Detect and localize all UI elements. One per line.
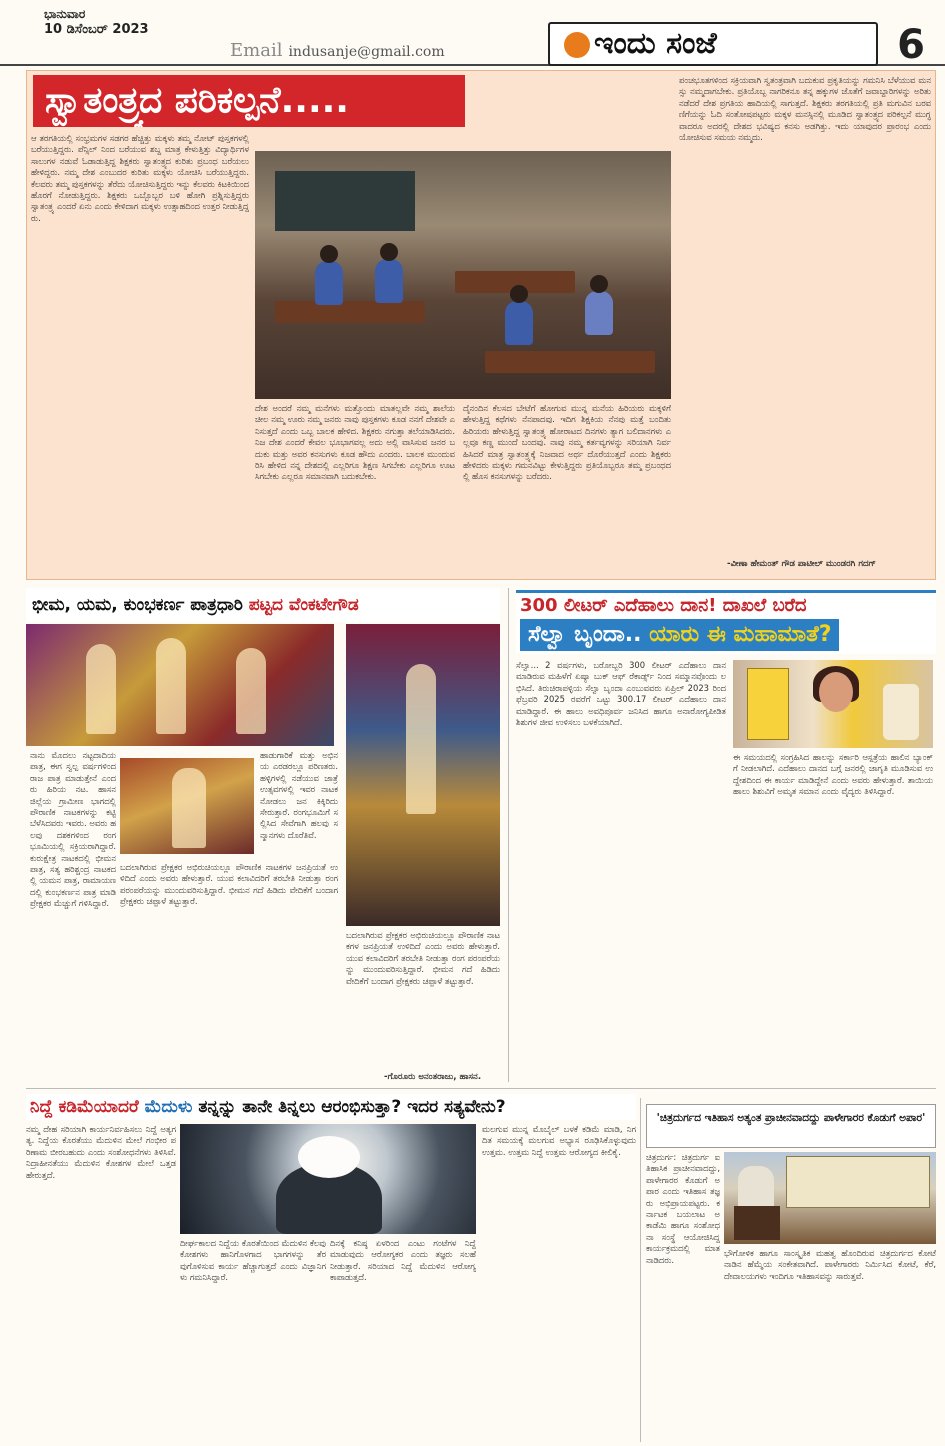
desk xyxy=(485,351,655,373)
student xyxy=(505,301,533,345)
story-column-2: ದೇಶ ಅಂದರೆ ನಮ್ಮ ಮನೆಗಳು ಮತ್ತೊಂದು ಮಾತಲ್ಲವೇ ನಮ್ಮ ಶಾಲೆಯ ಚೀಲ ನಮ್ಮ ಊರು ನಮ್ಮ ಜನರು ನಾವು ಪುಸ್ತಕಗಳು ಕೂಡ ನನಗೆ ದೇಶವೇ ಎನಿಸುತ್ತದೆ ಎಂದು ಒಬ್ಬ ಬಾಲಕ ಹೇಳಿದ. ಶಿಕ್ಷಕರು ನಗುತ್ತಾ ತಲೆಯಾಡಿಸಿದರು. ನಿಜ ದೇಶ ಎಂದರೆ ಕೇವಲ ಭೂಭಾಗವಲ್ಲ ಅದು ಅಲ್ಲಿ ವಾಸಿಸುವ ಜನರ ಬದುಕು ಮತ್ತು ಅವರ ಕನಸುಗಳು ಕೂಡ ಹೌದು ಎಂದರು. ಬಾಲಕ ಮುಂದುವರಿಸಿ ಹೇಳಿದ ನನ್ನ ದೇಶದಲ್ಲಿ ಎಲ್ಲರಿಗೂ ಶಿಕ್ಷಣ ಸಿಗಬೇಕು ಎಲ್ಲರಿಗೂ ಊಟ ಸಿಗಬೇಕು ಎಲ್ಲರೂ ಸಮಾನವಾಗಿ ಬದುಕಬೇಕು. xyxy=(255,403,455,482)
page-number: 6 xyxy=(897,22,925,68)
story-column-2: ಹಾಡುಗಾರಿಕೆ ಮತ್ತು ಅಭಿನಯ ಎರಡರಲ್ಲೂ ಪರಿಣತರು. ಹಳ್ಳಿಗಳಲ್ಲಿ ನಡೆಯುವ ಜಾತ್ರೆ ಉತ್ಸವಗಳಲ್ಲಿ ಇವರ ನಾಟಕ ನೋಡಲು ಜನ ಕಿಕ್ಕಿರಿದು ಸೇರುತ್ತಾರೆ. ರಂಗಭೂಮಿಗೆ ಸಲ್ಲಿಸಿದ ಸೇವೆಗಾಗಿ ಹಲವು ಸನ್ಮಾನಗಳು ದೊರೆತಿವೆ. xyxy=(260,750,338,840)
brain-illustration xyxy=(180,1124,476,1234)
podium xyxy=(734,1206,780,1240)
blackboard xyxy=(275,171,415,231)
donor-photo xyxy=(733,660,933,748)
story-column-1: ಚಿತ್ರದುರ್ಗ: ಚಿತ್ರದುರ್ಗ ಐತಿಹಾಸಿಕ ಪ್ರಾಚೀನವಾದದ್ದು, ಪಾಳೇಗಾರರ ಕೊಡುಗೆ ಅಪಾರ ಎಂದು ಇತಿಹಾಸ ತಜ್ಞರು ಅಭಿಪ್ರಾಯಪಟ್ಟರು. ಕರ್ನಾಟಕ ಬಯಲಾಟ ಅಕಾಡೆಮಿ ಹಾಗೂ ಸಂಶೋಧನಾ ಸಂಸ್ಥೆ ಆಯೋಜಿಸಿದ್ದ ಕಾರ್ಯಕ್ರಮದಲ್ಲಿ ಮಾತನಾಡಿದರು. xyxy=(646,1152,720,1265)
student xyxy=(585,291,613,335)
story-headline xyxy=(26,1094,636,1120)
weekday: ಭಾನುವಾರ xyxy=(44,7,86,21)
story-column-2: ದೀರ್ಘಕಾಲದ ನಿದ್ದೆಯ ಕೊರತೆಯಿಂದ ಮೆದುಳಿನ ಕೆಲವು ಕೋಶಗಳು ಹಾನಿಗೊಳಗಾದ ಭಾಗಗಳನ್ನು ತೆರವುಗೊಳಿಸುವ ಕಾರ್ಯ ಹೆಚ್ಚಾಗುತ್ತದೆ ಎಂದು ವಿಜ್ಞಾನಿಗಳು ಗಮನಿಸಿದ್ದಾರೆ. xyxy=(180,1238,326,1283)
story-column-3: ದೈನಂದಿನ ಕೆಲಸದ ಬೇಟೆಗೆ ಹೋಗುವ ಮುನ್ನ ಮನೆಯ ಹಿರಿಯರು ಮಕ್ಕಳಿಗೆ ಹೇಳುತ್ತಿದ್ದ ಕಥೆಗಳು ನೆನಪಾದವು. ಇದಿಗ ಶಿಕ್ಷಕಿಯ ನೆನಪು ಮತ್ತೆ ಬಂದಿತು ಹಿರಿಯರು ಹೇಳುತ್ತಿದ್ದ ಸ್ವಾತಂತ್ರ್ಯ ಹೋರಾಟದ ದಿನಗಳು ತ್ಯಾಗ ಬಲಿದಾನಗಳು ಎಲ್ಲವೂ ಕಣ್ಣ ಮುಂದೆ ಬಂದವು. ನಾವು ನಮ್ಮ ಕರ್ತವ್ಯಗಳನ್ನು ಸರಿಯಾಗಿ ನಿರ್ವಹಿಸಿದರೆ ಮಾತ್ರ ಸ್ವಾತಂತ್ರ್ಯಕ್ಕೆ ನಿಜವಾದ ಅರ್ಥ ದೊರೆಯುತ್ತದೆ ಎಂದು ಶಿಕ್ಷಕರು ಹೇಳಿದರು ಮಕ್ಕಳು ಗಮನವಿಟ್ಟು ಕೇಳುತ್ತಿದ್ದರು ಪ್ರತಿಯೊಬ್ಬರೂ ತಮ್ಮ ಪ್ರಬಂಧದಲ್ಲಿ ಹೊಸ ಕನಸುಗಳನ್ನು ಬರೆದರು. xyxy=(463,403,671,482)
story-column-4: ಮಲಗುವ ಮುನ್ನ ಮೊಬೈಲ್ ಬಳಕೆ ಕಡಿಮೆ ಮಾಡಿ, ನಿಗದಿತ ಸಮಯಕ್ಕೆ ಮಲಗುವ ಅಭ್ಯಾಸ ರೂಢಿಸಿಕೊಳ್ಳುವುದು ಉತ್ತಮ. ಉತ್ತಮ ನಿದ್ದೆ ಉತ್ತಮ ಆರೋಗ್ಯದ ಕೀಲಿಕೈ. xyxy=(482,1124,636,1157)
student xyxy=(315,261,343,305)
student-head xyxy=(380,243,398,261)
headline-highlight: ಪಟ್ಟದ ವೆಂಕಟೇಗೌಡ xyxy=(248,595,359,615)
actor-figure xyxy=(406,664,436,814)
costume-photo xyxy=(120,758,254,854)
headline-part: ತನ್ನನ್ನು ತಾನೇ ತಿನ್ನಲು ಆರಂಭಿಸುತ್ತಾ? ಇದರ ಸತ್ಯವೇನು? xyxy=(198,1097,506,1117)
headline-part: ನಿದ್ದೆ ಕಡಿಮೆಯಾದರೆ xyxy=(30,1097,145,1117)
actor-figure xyxy=(156,638,186,734)
story-byline: -ಗೊರೂರು ಅನಂತರಾಜು, ಹಾಸನ. xyxy=(384,1072,482,1082)
story-title: ಸ್ವಾತಂತ್ರ್ಯದ ಪರಿಕಲ್ಪನೆ..... xyxy=(33,75,465,127)
story-column-3: ಬದಲಾಗಿರುವ ಪ್ರೇಕ್ಷಕರ ಅಭಿರುಚಿಯಲ್ಲೂ ಪೌರಾಣಿಕ ನಾಟಕಗಳ ಜನಪ್ರಿಯತೆ ಉಳಿದಿದೆ ಎಂದು ಅವರು ಹೇಳುತ್ತಾರೆ. ಯುವ ಕಲಾವಿದರಿಗೆ ತರಬೇತಿ ನೀಡುತ್ತಾ ರಂಗ ಪರಂಪರೆಯನ್ನು ಮುಂದುವರಿಸುತ್ತಿದ್ದಾರೆ. ಭೀಮನ ಗದೆ ಹಿಡಿದು ವೇದಿಕೆಗೆ ಬಂದಾಗ ಪ್ರೇಕ್ಷಕರು ಚಪ್ಪಾಳೆ ತಟ್ಟುತ್ತಾರೆ. xyxy=(120,862,338,907)
email-line xyxy=(230,40,445,61)
stage-photo xyxy=(26,624,334,746)
actor-figure xyxy=(236,648,266,734)
record-book xyxy=(747,668,789,740)
story-column-2: ಈ ಸಮಯದಲ್ಲಿ ಸಂಗ್ರಹಿಸಿದ ಹಾಲನ್ನು ಸರ್ಕಾರಿ ಆಸ್ಪತ್ರೆಯ ಹಾಲಿನ ಬ್ಯಾಂಕ್ ಗೆ ನೀಡಲಾಗಿದೆ. ಎದೆಹಾಲು ದಾನದ ಬಗ್ಗೆ ಜನರಲ್ಲಿ ಜಾಗೃತಿ ಮೂಡಿಸುವ ಉದ್ದೇಶದಿಂದ ಈ ಕಾರ್ಯ ಮಾಡಿದ್ದೇನೆ ಎಂದು ಅವರು ಹೇಳುತ್ತಾರೆ. ತಾಯಿಯ ಹಾಲು ಶಿಶುವಿಗೆ ಅಮೃತ ಸಮಾನ ಎಂದು ವೈದ್ಯರು ತಿಳಿಸಿದ್ದಾರೆ. xyxy=(733,752,933,797)
story-column-3: ದಿನಕ್ಕೆ ಕನಿಷ್ಠ ಏಳರಿಂದ ಎಂಟು ಗಂಟೆಗಳ ನಿದ್ದೆ ಮಾಡುವುದು ಆರೋಗ್ಯಕರ ಎಂದು ತಜ್ಞರು ಸಲಹೆ ನೀಡುತ್ತಾರೆ. ಸರಿಯಾದ ನಿದ್ದೆ ಮೆದುಳಿನ ಆರೋಗ್ಯ ಕಾಪಾಡುತ್ತದೆ. xyxy=(330,1238,476,1283)
logo-text: ಇಂದು ಸಂಜೆ xyxy=(594,26,717,61)
story-byline: -ವೀಣಾ ಹೇಮಂತ್ ಗೌಡ ಪಾಟೀಲ್ ಮುಂಡರಗಿ ಗದಗ್ xyxy=(727,559,876,569)
story-freedom-concept xyxy=(26,70,936,580)
desk xyxy=(275,301,425,323)
headline-name: ಸೆಲ್ವಾ ಬೃಂದಾ.. xyxy=(528,622,650,647)
dateline xyxy=(44,6,149,38)
story-column-1: ನಮ್ಮ ದೇಹ ಸರಿಯಾಗಿ ಕಾರ್ಯನಿರ್ವಹಿಸಲು ನಿದ್ದೆ ಅತ್ಯಗತ್ಯ. ನಿದ್ದೆಯ ಕೊರತೆಯು ಮೆದುಳಿನ ಮೇಲೆ ಗಂಭೀರ ಪರಿಣಾಮ ಬೀರಬಹುದು ಎಂದು ಸಂಶೋಧನೆಗಳು ತಿಳಿಸಿವೆ. ನಿದ್ರಾಹೀನತೆಯು ಮೆದುಳಿನ ಕೋಶಗಳ ಮೇಲೆ ಒತ್ತಡ ಹೇರುತ್ತದೆ. xyxy=(26,1124,176,1180)
event-photo xyxy=(724,1152,936,1244)
masthead xyxy=(0,0,945,66)
logo-sun-icon xyxy=(564,32,590,58)
headline-line-2 xyxy=(520,619,839,651)
classroom-photo xyxy=(255,151,671,399)
story-headline xyxy=(516,590,936,654)
donor-face xyxy=(819,672,853,712)
story-column-4: ಬದಲಾಗಿರುವ ಪ್ರೇಕ್ಷಕರ ಅಭಿರುಚಿಯಲ್ಲೂ ಪೌರಾಣಿಕ ನಾಟಕಗಳ ಜನಪ್ರಿಯತೆ ಉಳಿದಿದೆ ಎಂದು ಅವರು ಹೇಳುತ್ತಾರೆ. ಯುವ ಕಲಾವಿದರಿಗೆ ತರಬೇತಿ ನೀಡುತ್ತಾ ರಂಗ ಪರಂಪರೆಯನ್ನು ಮುಂದುವರಿಸುತ್ತಿದ್ದಾರೆ. ಭೀಮನ ಗದೆ ಹಿಡಿದು ವೇದಿಕೆಗೆ ಬಂದಾಗ ಪ್ರೇಕ್ಷಕರು ಚಪ್ಪಾಳೆ ತಟ್ಟುತ್ತಾರೆ. xyxy=(346,930,500,986)
milk-bottle xyxy=(883,684,919,740)
actor-figure xyxy=(86,644,116,734)
headline-question: ಯಾರು ಈ ಮಹಾಮಾತೆ? xyxy=(649,622,832,647)
brain-icon xyxy=(298,1136,360,1178)
student-head xyxy=(320,245,338,263)
actor-portrait-photo xyxy=(346,624,500,926)
student-head xyxy=(510,285,528,303)
column-rule xyxy=(508,588,509,1082)
student xyxy=(375,259,403,303)
issue-date: 10 ಡಿಸೆಂಬರ್ 2023 xyxy=(44,22,149,37)
headline-part: ಮೆದುಳು xyxy=(144,1097,199,1117)
email-address: indusanje@gmail.com xyxy=(288,44,445,60)
story-column-4: ಪಂಚಭೂತಗಳಿಂದ ಸಕ್ರಿಯವಾಗಿ ಸ್ವತಂತ್ರವಾಗಿ ಬದುಕುವ ಪ್ರಕೃತಿಯನ್ನು ಗಮನಿಸಿ ಬೆಳೆಯುವ ಮನಸ್ಸು ನಮ್ಮದಾಗಬೇಕು. ಪ್ರತಿಯೊಬ್ಬ ನಾಗರಿಕನೂ ತನ್ನ ಹಕ್ಕುಗಳ ಜೊತೆಗೆ ಜವಾಬ್ದಾರಿಗಳನ್ನು ಅರಿತು ನಡೆದರೆ ದೇಶ ಪ್ರಗತಿಯ ಹಾದಿಯಲ್ಲಿ ಸಾಗುತ್ತದೆ. ಶಿಕ್ಷಕರು ತರಗತಿಯಲ್ಲಿ ಪ್ರತಿ ಮಗುವಿನ ಬರವಣಿಗೆಯನ್ನು ಓದಿ ಸಂತೋಷಪಟ್ಟರು ಮಕ್ಕಳ ಮನಸ್ಸಿನಲ್ಲಿ ಮೂಡಿದ ಸ್ವಾತಂತ್ರ್ಯದ ಪರಿಕಲ್ಪನೆ ಮುಗ್ಧವಾದರೂ ಅದರಲ್ಲಿ ದೇಶದ ಭವಿಷ್ಯದ ಕನಸು ಅಡಗಿತ್ತು. ಇದು ಯಾವುದರ ಪ್ರಾರಂಭ ಎಂದು ಯೋಚಿಸುವ ಸಮಯ ನಮ್ಮದು. xyxy=(679,75,931,143)
column-rule xyxy=(640,1098,641,1442)
actor-figure xyxy=(172,768,206,848)
headline-part: ಭೀಮ, ಯಮ, ಕುಂಭಕರ್ಣ ಪಾತ್ರಧಾರಿ xyxy=(32,595,249,615)
event-banner xyxy=(786,1156,930,1208)
student-head xyxy=(590,275,608,293)
headline-line-1: 300 ಲೀಟರ್ ಎದೆಹಾಲು ದಾನ! ದಾಖಲೆ ಬರೆದ xyxy=(520,595,807,616)
story-column-1: ಆ ತರಗತಿಯಲ್ಲಿ ಸಂಭ್ರಮಗಳ ಸಡಗರ ಹೆಚ್ಚಿತ್ತು ಮಕ್ಕಳು ತಮ್ಮ ನೋಟ್ ಪುಸ್ತಕಗಳಲ್ಲಿ ಬರೆಯುತ್ತಿದ್ದರು. ಪೆನ್ಸಿಲ್ ನಿಂದ ಬರೆಯುವ ಶಬ್ದ ಮಾತ್ರ ಕೇಳುತ್ತಿತ್ತು ವಿದ್ಯಾರ್ಥಿಗಳ ಸಾಲುಗಳ ನಡುವೆ ಓಡಾಡುತ್ತಿದ್ದ ಶಿಕ್ಷಕರು ಸ್ವಾತಂತ್ರ್ಯದ ಕುರಿತು ಪ್ರಬಂಧ ಬರೆಯಲು ಹೇಳಿದ್ದರು. ನಮ್ಮ ದೇಶ ಎಂಬುದರ ಕುರಿತು ಮಕ್ಕಳು ಯೋಚಿಸಿ ಬರೆಯುತ್ತಿದ್ದರು. ಕೆಲವರು ತಮ್ಮ ಪುಸ್ತಕಗಳನ್ನು ತೆರೆದು ಯೋಚಿಸುತ್ತಿದ್ದರು ಇನ್ನು ಕೆಲವರು ಕಿಟಕಿಯಿಂದ ಹೊರಗೆ ನೋಡುತ್ತಿದ್ದರು. ಶಿಕ್ಷಕರು ಒಬ್ಬೊಬ್ಬರ ಬಳಿ ಹೋಗಿ ಪ್ರಶ್ನಿಸುತ್ತಿದ್ದರು ಸ್ವಾತಂತ್ರ್ಯ ಎಂದರೆ ಏನು ಎಂದು ಕೇಳಿದಾಗ ಮಕ್ಕಳು ಉತ್ಸಾಹದಿಂದ ಉತ್ತರ ನೀಡುತ್ತಿದ್ದರು. xyxy=(31,133,249,223)
story-column-2: ಭೌಗೋಳಿಕ ಹಾಗೂ ಸಾಂಸ್ಕೃತಿಕ ಮಹತ್ವ ಹೊಂದಿರುವ ಚಿತ್ರದುರ್ಗದ ಕೋಟೆ ನಾಡಿನ ಹೆಮ್ಮೆಯ ಸಂಕೇತವಾಗಿದೆ. ಪಾಳೇಗಾರರು ನಿರ್ಮಿಸಿದ ಕೋಟೆ, ಕೆರೆ, ದೇವಾಲಯಗಳು ಇಂದಿಗೂ ಇತಿಹಾಸವನ್ನು ಸಾರುತ್ತವೆ. xyxy=(724,1248,936,1281)
email-label: Email xyxy=(230,40,283,61)
story-column-1: ನಾನು ಮೊದಲು ನಟ್ಟದಾದಿಯ ಪಾತ್ರ, ಈಗ ಸ್ವಲ್ಪ ವರ್ಷಗಳಿಂದ ರಾಜ ಪಾತ್ರ ಮಾಡುತ್ತೇನೆ ಎಂದರು ಹಿರಿಯ ನಟ. ಹಾಸನ ಜಿಲ್ಲೆಯ ಗ್ರಾಮೀಣ ಭಾಗದಲ್ಲಿ ಪೌರಾಣಿಕ ನಾಟಕಗಳನ್ನು ಕಟ್ಟಿ ಬೆಳೆಸಿದವರು ಇವರು. ಅವರು ಹಲವು ದಶಕಗಳಿಂದ ರಂಗಭೂಮಿಯಲ್ಲಿ ಸಕ್ರಿಯರಾಗಿದ್ದಾರೆ. ಕುರುಕ್ಷೇತ್ರ ನಾಟಕದಲ್ಲಿ ಭೀಮನ ಪಾತ್ರ, ಸತ್ಯ ಹರಿಶ್ಚಂದ್ರ ನಾಟಕದಲ್ಲಿ ಯಮನ ಪಾತ್ರ, ರಾಮಾಯಣದಲ್ಲಿ ಕುಂಭಕರ್ಣನ ಪಾತ್ರ ಮಾಡಿ ಪ್ರೇಕ್ಷಕರ ಮೆಚ್ಚುಗೆ ಗಳಿಸಿದ್ದಾರೆ. xyxy=(30,750,116,909)
story-headline xyxy=(26,588,500,622)
section-rule xyxy=(26,1088,936,1089)
newspaper-logo xyxy=(548,22,878,66)
story-headline: 'ಚಿತ್ರದುರ್ಗದ ಇತಿಹಾಸ ಅತ್ಯಂತ ಪ್ರಾಚೀನವಾದದ್ದು ಪಾಳೇಗಾರರ ಕೊಡುಗೆ ಅಪಾರ' xyxy=(646,1104,936,1148)
story-column-1: ಸೆಲ್ವಾ... 2 ವರ್ಷಗಳು, ಬರೋಬ್ಬರಿ 300 ಲೀಟರ್ ಎದೆಹಾಲು ದಾನ ಮಾಡಿರುವ ಮಹಿಳೆಗೆ ಏಷ್ಯಾ ಬುಕ್ ಆಫ್ ರೆಕಾರ್ಡ್ಸ್ ನಿಂದ ಸಮ್ಮಾನವೊಂದು ಲಭಿಸಿದೆ. ತಿರುಚಿರಾಪಳ್ಳಿಯ ಸೆಲ್ವಾ ಬೃಂದಾ ಎಂಬುವವರು ಏಪ್ರಿಲ್ 2023 ರಿಂದ ಫೆಬ್ರವರಿ 2025 ರವರೆಗೆ ಒಟ್ಟು 300.17 ಲೀಟರ್ ಎದೆಹಾಲು ದಾನ ಮಾಡಿದ್ದಾರೆ. ಈ ಹಾಲು ಅವಧಿಪೂರ್ವ ಜನಿಸಿದ ಹಾಗೂ ಅನಾರೋಗ್ಯಪೀಡಿತ ಶಿಶುಗಳ ಜೀವ ಉಳಿಸಲು ಬಳಕೆಯಾಗಿದೆ. xyxy=(516,660,726,728)
